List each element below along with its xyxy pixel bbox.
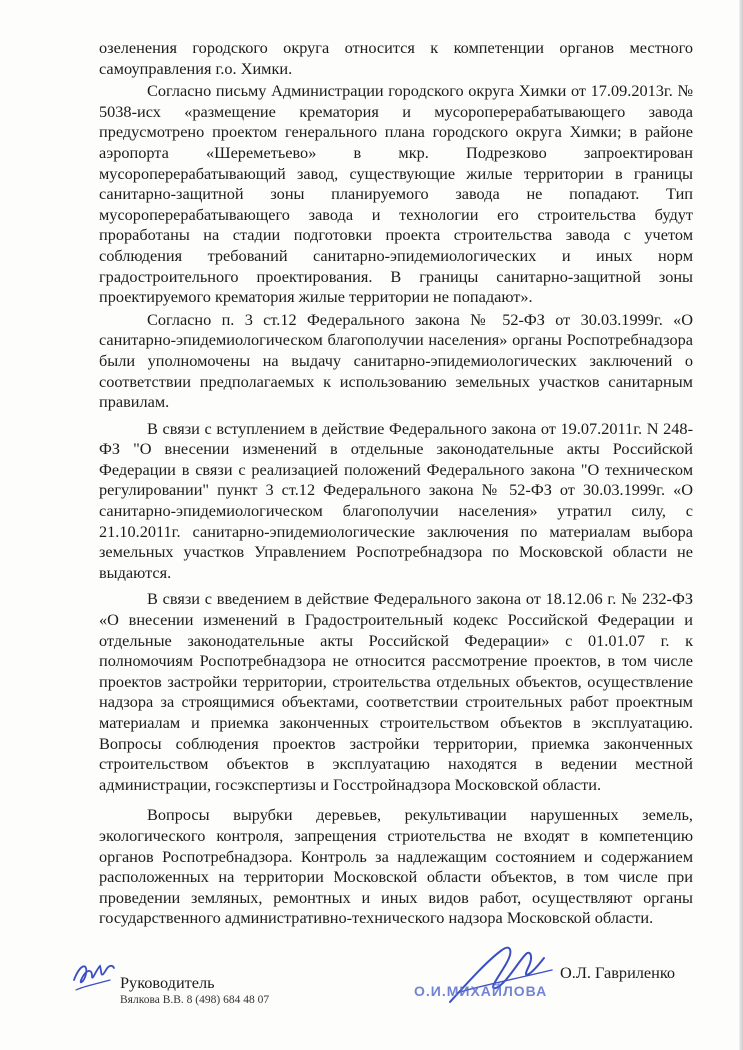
head-signature-icon — [440, 940, 560, 1015]
signatory-name: О.Л. Гавриленко — [560, 963, 676, 982]
letter-body — [99, 38, 693, 929]
signatory-title: Руководитель — [120, 973, 215, 992]
paragraph-6: Вопросы вырубки деревьев, рекультивации нарушенных земель, экологического контроля, запрещения стриотельства не входят в компетенцию органов Роспотребнадзора. Контроль за надлежащим состоянием и содержанием расположенных на территории Московской области объектов, в том числе при проведении земляных, ремонтных и иных видов работ, осуществляют органы государственного административно-технического надзора Московской области. — [99, 805, 693, 928]
paragraph-1: озеленения городского округа относится к компетенции органов местного самоуправления г.о. Химки. — [99, 38, 693, 78]
paragraph-2: Согласно письму Администрации городского округа Химки от 17.09.2013г. № 5038-исх «размещение крематория и мусороперерабатывающего завода предусмотрено проектом генерального плана городского округа Химки; в районе аэропорта «Шереметьево» в мкр. Подрезково запроектирован мусороперерабатывающий завод, существующие жилые территории в границы санитарно-защитной зоны планируемого завода не попадают. Тип мусороперерабатывающего завода и технологии его строительства будут проработаны на стадии подготовки проекта строительства завода с учетом соблюдения требований санитарно-эпидемиологических и иных норм градостроительного проектирования. В границы санитарно-защитной зоны проектируемого крематория жилые территории не попадают». — [99, 81, 693, 307]
facsimile-stamp: О.И.МИХАЙЛОВА — [414, 983, 548, 999]
paragraph-4: В связи с вступлением в действие Федерального закона от 19.07.2011г. N 248-ФЗ "О внесении изменений в отдельные законодательные акты Российской Федерации в связи с реализацией положений Федерального закона "О техническом регулировании" пункт 3 ст.12 Федерального закона № 52-ФЗ от 30.03.1999г. «О санитарно-эпидемиологическом благополучии населения» утратил силу, с 21.10.2011г. санитарно-эпидемиологические заключения по материалам выбора земельных участков Управлением Роспотребнадзора по Московской области не выдаются. — [99, 418, 693, 582]
scan-edge — [739, 0, 743, 1050]
initial-signature-icon — [70, 950, 120, 1000]
executor-contact: Вялкова В.В. 8 (498) 684 48 07 — [120, 994, 270, 1006]
paragraph-5: В связи с введением в действие Федерального закона от 18.12.06 г. № 232-ФЗ «О внесении изменений в Градостроительный кодекс Российской Федерации и отдельные законодательные акты Российской Федерации» с 01.01.07 г. к полномочиям Роспотребнадзора не относится рассмотрение проектов, в том числе проектов застройки территории, строительства отдельных объектов, осуществление надзора за строящимися объектами, соответствии строительных работ проектным материалам и приемка законченных строительством объектов в эксплуатацию. Вопросы соблюдения проектов застройки территории, приемка законченных строительством объектов в эксплуатацию находятся в ведении местной администрации, госэкспертизы и Госстройнадзора Московской области. — [99, 589, 693, 794]
paragraph-3: Согласно п. 3 ст.12 Федерального закона № 52-ФЗ от 30.03.1999г. «О санитарно-эпидемиологическом благополучии населения» органы Роспотребнадзора были уполномочены на выдачу санитарно-эпидемиологических заключений о соответствии предполагаемых к использованию земельных участков санитарным правилам. — [99, 309, 693, 412]
